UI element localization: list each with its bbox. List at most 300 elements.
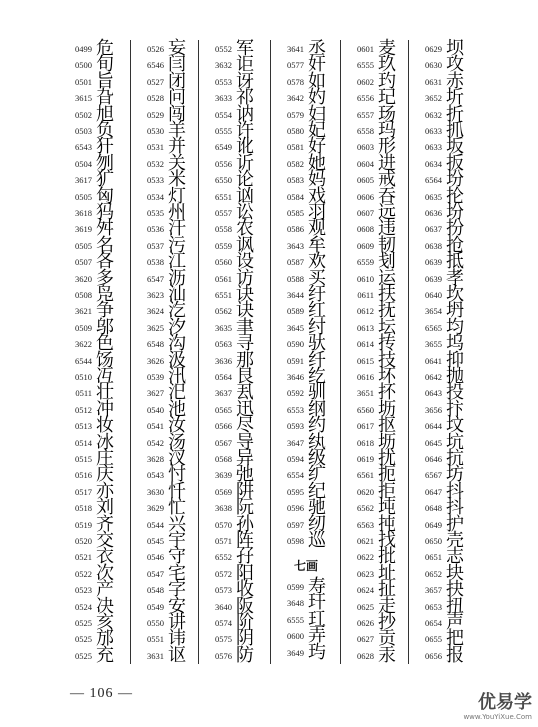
entry-code: 0598: [287, 536, 304, 546]
entry-code: 0642: [425, 372, 442, 382]
entry-character: 丞: [308, 38, 326, 59]
entry-code: 0651: [425, 552, 442, 563]
entry-code: 0595: [287, 486, 304, 497]
entry-character: 冲: [96, 398, 114, 420]
entry-code: 0543: [147, 470, 164, 481]
entry-character: 坊: [446, 464, 464, 486]
entry-code: 3623: [147, 290, 164, 300]
entry-code: 0654: [425, 618, 442, 628]
entry-character: 坟: [446, 415, 464, 437]
entry-code: 0579: [287, 109, 304, 120]
entry-code: 3633: [215, 93, 232, 104]
table-row: [412, 645, 464, 667]
entry-character: 妈: [308, 169, 326, 191]
column-divider: [130, 40, 131, 664]
entry-character: 纣: [308, 316, 326, 338]
entry-code: 0632: [425, 109, 442, 120]
entry-character: 坑: [446, 431, 464, 453]
entry-code: 3646: [287, 372, 304, 382]
entry-character: 均: [446, 316, 464, 338]
entry-character: 忖: [168, 464, 186, 486]
entry-character: 旮: [96, 87, 114, 109]
entry-character: 汞: [378, 644, 396, 666]
entry-character: 防: [236, 644, 254, 666]
entry-code: 0524: [75, 601, 92, 612]
entry-character: 玒: [308, 608, 326, 630]
entry-code: 0551: [147, 634, 164, 645]
entry-character: 阪: [236, 595, 254, 617]
entry-code: 0653: [425, 601, 442, 612]
entry-code: 0507: [75, 257, 92, 268]
entry-code: 0505: [75, 191, 92, 202]
entry-code: 0594: [287, 454, 304, 464]
entry-character: 闭: [168, 70, 186, 92]
entry-code: 0656: [425, 650, 442, 661]
entry-code: 0591: [287, 355, 304, 366]
entry-code: 0575: [215, 634, 232, 645]
entry-character: 批: [378, 546, 396, 568]
entry-code: 0605: [357, 175, 374, 186]
entry-character: 阳: [236, 562, 254, 584]
entry-code: 3640: [215, 601, 232, 612]
entry-character: 牟: [308, 234, 326, 256]
entry-character: 邬: [96, 316, 114, 338]
entry-character: 抃: [446, 398, 464, 420]
entry-character: 坏: [378, 366, 396, 387]
entry-code: 0652: [425, 568, 442, 579]
entry-code: 0567: [215, 437, 232, 448]
entry-character: 坛: [378, 316, 396, 338]
entry-character: 坋: [446, 202, 464, 223]
entry-character: 羽: [308, 202, 326, 223]
entry-character: 报: [446, 644, 464, 666]
entry-character: 观: [308, 218, 326, 240]
entry-code: 0527: [147, 76, 164, 87]
entry-character: 忏: [168, 480, 186, 502]
entry-character: 讵: [236, 54, 254, 76]
entry-code: 0617: [357, 421, 374, 432]
entry-code: 6557: [357, 109, 374, 120]
entry-character: 玙: [308, 641, 326, 663]
entry-code: 6559: [357, 257, 374, 268]
entry-character: 抖: [446, 480, 464, 502]
entry-character: 址: [378, 562, 396, 584]
entry-code: 3644: [287, 290, 304, 300]
entry-character: 州: [168, 202, 186, 223]
entry-character: 忙: [168, 497, 186, 519]
entry-character: 拒: [378, 480, 396, 502]
watermark-logo: [463, 693, 532, 721]
entry-character: 抑: [446, 349, 464, 371]
entry-character: 灯: [168, 185, 186, 207]
entry-code: 0565: [215, 404, 232, 415]
entry-code: 0620: [357, 486, 374, 497]
entry-character: 形: [378, 136, 396, 158]
entry-code: 3642: [287, 93, 304, 104]
entry-code: 0578: [287, 76, 304, 87]
entry-code: 0537: [147, 240, 164, 251]
entry-character: 旭: [96, 103, 114, 125]
entry-code: 0502: [75, 109, 92, 120]
entry-code: 0607: [357, 208, 374, 218]
table-row: [62, 645, 114, 667]
entry-character: 纨: [308, 431, 326, 453]
entry-character: 汔: [168, 300, 186, 322]
entry-code: 0633: [425, 142, 442, 153]
entry-code: 0558: [215, 224, 232, 235]
entry-code: 0521: [75, 552, 92, 563]
entry-code: 0623: [357, 568, 374, 579]
column-divider: [340, 40, 341, 664]
entry-code: 0611: [357, 290, 374, 300]
entry-code: 0625: [357, 601, 374, 612]
entry-character: 约: [308, 415, 326, 437]
entry-code: 3637: [215, 388, 232, 399]
entry-character: 戒: [378, 169, 396, 191]
entry-character: 汤: [168, 431, 186, 453]
entry-character: 冱: [96, 366, 114, 387]
entry-character: 赤: [446, 70, 464, 92]
entry-character: 亥: [96, 612, 114, 633]
entry-character: 邡: [96, 628, 114, 650]
entry-character: 名: [96, 234, 114, 256]
entry-character: 抄: [378, 612, 396, 633]
entry-code: 3632: [215, 60, 232, 71]
entry-code: 0546: [147, 552, 164, 563]
entry-code: 0621: [357, 536, 374, 546]
entry-code: 0566: [215, 421, 232, 432]
entry-character: 坝: [446, 38, 464, 59]
entry-character: 纩: [308, 464, 326, 486]
entry-code: 0630: [425, 60, 442, 71]
entry-character: 坋: [446, 169, 464, 191]
entry-character: 汗: [168, 218, 186, 240]
entry-character: 扳: [446, 152, 464, 174]
entry-character: 吞: [378, 185, 396, 207]
entry-character: 负: [96, 120, 114, 141]
entry-code: 0649: [425, 519, 442, 530]
entry-character: 纫: [308, 513, 326, 535]
table-column: [412, 38, 480, 666]
entry-character: 抡: [446, 185, 464, 207]
entry-code: 0535: [147, 208, 164, 218]
entry-character: 抚: [378, 300, 396, 322]
entry-character: 访: [236, 267, 254, 289]
entry-code: 0618: [357, 437, 374, 448]
entry-character: 弄: [308, 625, 326, 647]
entry-code: 0557: [215, 208, 232, 218]
entry-character: 级: [308, 448, 326, 469]
entry-code: 0553: [215, 76, 232, 87]
entry-code: 0597: [287, 519, 304, 530]
entry-character: 旬: [96, 54, 114, 76]
entry-character: 违: [378, 218, 396, 240]
entry-character: 讼: [236, 202, 254, 223]
entry-code: 0559: [215, 240, 232, 251]
entry-character: 凫: [96, 284, 114, 305]
entry-code: 3626: [147, 355, 164, 366]
watermark-url: www.YouYiXue.Com: [463, 713, 532, 721]
entry-character: 讲: [168, 612, 186, 633]
entry-code: 3635: [215, 322, 232, 333]
entry-code: 3630: [147, 486, 164, 497]
entry-code: 3649: [287, 647, 304, 658]
entry-character: 阱: [236, 480, 254, 502]
entry-code: 6550: [215, 175, 232, 186]
entry-character: 技: [378, 349, 396, 371]
table-column: [202, 38, 270, 666]
entry-code: 0574: [215, 618, 232, 628]
table-row: [274, 642, 326, 664]
entry-code: 0647: [425, 486, 442, 497]
entry-character: 关: [168, 152, 186, 174]
entry-character: 阮: [236, 497, 254, 519]
entry-code: 0530: [147, 126, 164, 136]
entry-character: 闯: [168, 103, 186, 125]
entry-character: 并: [168, 136, 186, 158]
entry-code: 6553: [287, 404, 304, 415]
entry-code: 6558: [357, 126, 374, 136]
entry-code: 3627: [147, 388, 164, 399]
entry-code: 6564: [425, 175, 442, 186]
entry-character: 异: [236, 448, 254, 469]
entry-code: 6565: [425, 322, 442, 333]
entry-code: 0517: [75, 486, 92, 497]
entry-character: 讳: [168, 628, 186, 650]
watermark-brand: 优易学: [478, 692, 532, 713]
entry-code: 0608: [357, 224, 374, 235]
entry-character: 坜: [378, 431, 396, 453]
entry-character: 孝: [446, 267, 464, 289]
entry-character: 刬: [378, 251, 396, 273]
entry-character: 妃: [308, 120, 326, 141]
entry-character: 孖: [236, 546, 254, 568]
entry-code: 0604: [357, 158, 374, 169]
entry-code: 0576: [215, 650, 232, 661]
entry-character: 红: [308, 300, 326, 322]
table-row: [202, 645, 254, 667]
entry-code: 6547: [147, 273, 164, 284]
entry-character: 问: [168, 87, 186, 109]
entry-code: 0626: [357, 618, 374, 628]
entry-character: 抔: [378, 382, 396, 404]
entry-character: 驮: [308, 333, 326, 355]
entry-character: 争: [96, 300, 114, 322]
entry-code: 0525: [75, 618, 92, 628]
entry-character: 块: [446, 562, 464, 584]
entry-character: 纤: [308, 349, 326, 371]
entry-code: 0586: [287, 224, 304, 235]
entry-code: 3641: [287, 44, 304, 54]
entry-code: 0583: [287, 175, 304, 186]
entry-character: 汕: [168, 284, 186, 305]
entry-character: 江: [168, 251, 186, 273]
entry-code: 0499: [75, 44, 92, 54]
entry-character: 寿: [308, 575, 326, 597]
entry-code: 0580: [287, 126, 304, 136]
entry-character: 刎: [96, 152, 114, 174]
entry-character: 驰: [308, 497, 326, 519]
entry-code: 6560: [357, 404, 374, 415]
entry-character: 沟: [168, 333, 186, 355]
table-row: [134, 645, 186, 667]
entry-code: 0581: [287, 142, 304, 153]
entry-code: 0655: [425, 634, 442, 645]
entry-character: 汝: [168, 415, 186, 437]
entry-code: 0511: [75, 388, 92, 399]
entry-code: 0589: [287, 306, 304, 317]
entry-code: 3652: [425, 93, 442, 104]
entry-code: 3636: [215, 355, 232, 366]
entry-code: 0639: [425, 273, 442, 284]
entry-code: 3654: [425, 306, 442, 317]
entry-character: 抠: [378, 415, 396, 437]
entry-code: 0613: [357, 322, 374, 333]
entry-code: 3620: [75, 273, 92, 284]
entry-character: 纲: [308, 398, 326, 420]
entry-character: 运: [378, 267, 396, 289]
entry-character: 奸: [308, 54, 326, 76]
entry-code: 0540: [147, 404, 164, 415]
entry-code: 0533: [147, 175, 164, 186]
entry-character: 衣: [96, 546, 114, 568]
entry-code: 0650: [425, 536, 442, 546]
entry-character: 她: [308, 152, 326, 174]
entry-code: 0513: [75, 421, 92, 432]
entry-character: 色: [96, 333, 114, 355]
entry-character: 羊: [168, 120, 186, 141]
entry-code: 0577: [287, 60, 304, 71]
entry-character: 玓: [378, 70, 396, 92]
entry-character: 找: [378, 530, 396, 551]
entry-character: 阵: [236, 530, 254, 551]
entry-code: 3625: [147, 322, 164, 333]
entry-character: 讽: [236, 234, 254, 256]
entry-character: 讹: [236, 136, 254, 158]
entry-character: 庆: [96, 464, 114, 486]
entry-character: 安: [168, 595, 186, 617]
entry-code: 0636: [425, 208, 442, 218]
entry-code: 0631: [425, 76, 442, 87]
entry-code: 0545: [147, 536, 164, 546]
entry-character: 宅: [168, 562, 186, 584]
entry-code: 3645: [287, 322, 304, 333]
entry-character: 汜: [168, 382, 186, 404]
entry-character: 宇: [168, 530, 186, 551]
entry-character: 妄: [168, 38, 186, 59]
entry-character: 欢: [308, 251, 326, 273]
entry-code: 6567: [425, 470, 442, 481]
entry-character: 远: [378, 202, 396, 223]
entry-code: 0516: [75, 470, 92, 481]
entry-code: 0529: [147, 109, 164, 120]
table-column: [274, 38, 342, 662]
entry-code: 0561: [215, 273, 232, 284]
entry-code: 0572: [215, 568, 232, 579]
entry-character: 各: [96, 251, 114, 273]
entry-code: 0501: [75, 76, 92, 87]
entry-code: 0504: [75, 158, 92, 169]
entry-code: 0639: [425, 257, 442, 268]
table-column: [344, 38, 412, 666]
entry-code: 0638: [425, 240, 442, 251]
entry-character: 兴: [168, 513, 186, 535]
entry-character: 讶: [236, 70, 254, 92]
entry-code: 0600: [287, 631, 304, 642]
entry-character: 孙: [236, 513, 254, 535]
entry-character: 犴: [96, 136, 114, 158]
entry-character: 诀: [236, 284, 254, 305]
entry-character: 讷: [236, 103, 254, 125]
entry-code: 0555: [215, 126, 232, 136]
entry-code: 3651: [357, 388, 374, 399]
entry-character: 走: [378, 595, 396, 617]
entry-character: 收: [236, 579, 254, 601]
entry-code: 6551: [215, 290, 232, 300]
entry-code: 0532: [147, 158, 164, 169]
entry-code: 3618: [75, 208, 92, 218]
entry-character: 艮: [236, 366, 254, 387]
entry-character: 齐: [96, 513, 114, 535]
entry-character: 抢: [446, 234, 464, 256]
page-number: — 106 —: [70, 686, 133, 701]
entry-code: 0588: [287, 273, 304, 284]
entry-character: 巡: [308, 530, 326, 551]
entry-code: 3628: [147, 454, 164, 464]
entry-character: 农: [236, 218, 254, 240]
entry-code: 6551: [215, 191, 232, 202]
entry-character: 匈: [96, 185, 114, 207]
entry-character: 扮: [446, 218, 464, 240]
entry-code: 0556: [215, 158, 232, 169]
entry-character: 坜: [378, 398, 396, 420]
entry-character: 米: [168, 169, 186, 191]
entry-code: 0508: [75, 290, 92, 300]
entry-code: 3631: [147, 650, 164, 661]
entry-code: 0520: [75, 536, 92, 546]
entry-code: 0627: [357, 634, 374, 645]
entry-code: 0515: [75, 454, 92, 464]
entry-code: 0564: [215, 372, 232, 382]
entry-code: 0602: [357, 76, 374, 87]
entry-character: 阶: [236, 612, 254, 633]
entry-character: 尽: [236, 415, 254, 437]
entry-code: 0637: [425, 224, 442, 235]
entry-code: 0549: [147, 601, 164, 612]
entry-character: 纥: [308, 366, 326, 387]
entry-character: 沥: [168, 267, 186, 289]
entry-character: 汛: [168, 366, 186, 387]
entry-code: 3657: [425, 585, 442, 596]
entry-code: 3643: [287, 240, 304, 251]
entry-code: 3615: [75, 93, 92, 104]
entry-code: 0542: [147, 437, 164, 448]
entry-code: 0644: [425, 421, 442, 432]
entry-code: 0584: [287, 191, 304, 202]
section-heading: 七画: [293, 558, 318, 573]
entry-code: 0525: [75, 650, 92, 661]
entry-character: 坎: [446, 284, 464, 305]
entry-code: 0534: [147, 191, 164, 202]
entry-code: 0503: [75, 126, 92, 136]
entry-code: 0505: [75, 240, 92, 251]
entry-code: 0609: [357, 240, 374, 251]
entry-character: 汊: [168, 448, 186, 469]
entry-code: 6556: [357, 93, 374, 104]
entry-code: 0587: [287, 257, 304, 268]
entry-character: 讴: [168, 644, 186, 666]
entry-character: 旨: [96, 70, 114, 92]
